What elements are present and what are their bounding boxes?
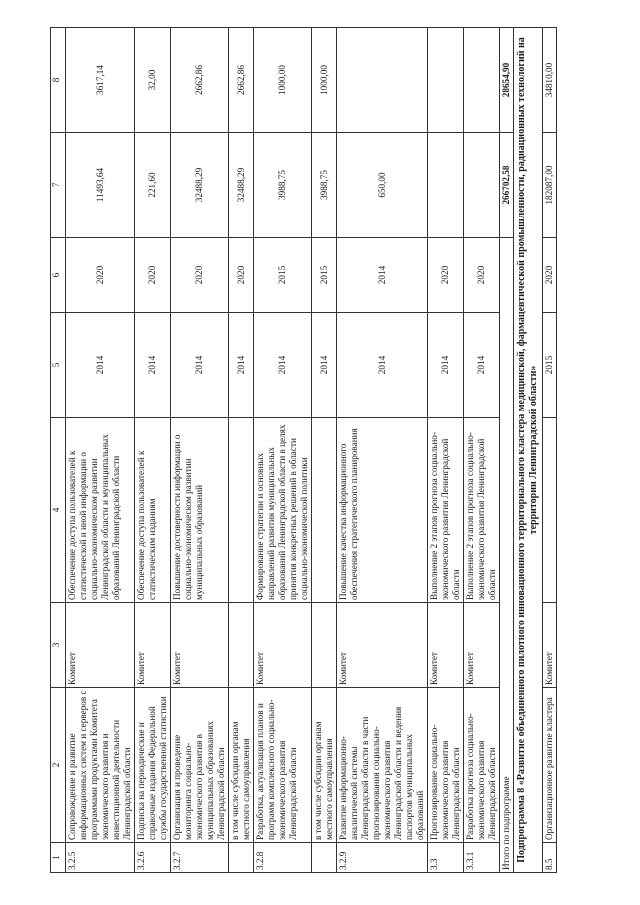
cell-v8 (337, 28, 428, 133)
subprogram-row (514, 28, 543, 873)
cell-v8: 3617,14 (66, 28, 135, 133)
cell-v8: 32,00 (135, 28, 171, 133)
cell-end: 2015 (254, 238, 312, 313)
cell-result: Выполнение 2 этапов прогноза социально-экономического развития Ленинградской области (428, 418, 464, 603)
cell-v7: 650,00 (337, 133, 428, 238)
table-body (66, 28, 557, 873)
cell-v8: 1000,00 (254, 28, 312, 133)
cell-v7: 32488,29 (171, 133, 229, 238)
col-3: 3 (51, 603, 66, 688)
table-row (254, 28, 312, 873)
cell-name: Организация и проведение мониторинга социально-экономического развития в муниципальных образованиях Ленинградской области (171, 688, 229, 843)
subprogram-title: Подпрограмма 8 «Развитие объединенного пилотного инновационного территориального кластера медицинской, фармацевтической промышленности, радиационных технологий на территории Ленинградской области» (514, 28, 543, 873)
cell-exec: Комитет (464, 603, 500, 688)
cell-name: Сопровождение и развитие информационных систем и серверов с программами продуктами Комитета экономического развития и инвестиционной деятельности Ленинградской области (66, 688, 135, 843)
table-row (66, 28, 135, 873)
cell-end: 2020 (428, 238, 464, 313)
cell-v7: 3988,75 (254, 133, 312, 238)
cell-v7: 3988,75 (312, 133, 337, 238)
cell-start: 2014 (337, 313, 428, 418)
cell-start: 2014 (171, 313, 229, 418)
table-row (171, 28, 229, 873)
cell-num (229, 843, 254, 873)
cell-exec: Комитет (66, 603, 135, 688)
cell-result: Обеспечение доступа пользователей к статистическим изданиям (135, 418, 171, 603)
cell-v8: 1000,00 (312, 28, 337, 133)
cell-result: Повышение качества информационного обеспечения стратегического планирования (337, 418, 428, 603)
cell-exec (229, 603, 254, 688)
cell-result: Обеспечение доступа пользователей к статистической и иной информации о социально-экономическом развитии Ленинградской области и муниципальных образований Ленинградской области (66, 418, 135, 603)
cell-v8 (464, 28, 500, 133)
cell-end: 2020 (229, 238, 254, 313)
cell-start: 2015 (543, 313, 557, 418)
cell-name: Подписка на периодические и справочные издания Федеральной службы государственной статистики (135, 688, 171, 843)
total-row (500, 28, 514, 873)
cell-exec: Комитет (337, 603, 428, 688)
cell-num: 3.2.7 (171, 843, 229, 873)
table-row (543, 28, 557, 873)
cell-name: Организационное развитие кластера (543, 688, 557, 843)
cell-exec: Комитет (428, 603, 464, 688)
cell-start: 2014 (229, 313, 254, 418)
table-row (337, 28, 428, 873)
cell-name: Развитие информационно-аналитической системы Ленинградской области в части прогнозирования социально-экономического развития Ленинградской области и ведения паспортов муниципальных образований (337, 688, 428, 843)
cell-start: 2014 (312, 313, 337, 418)
col-6: 6 (51, 238, 66, 313)
cell-name: в том числе субсидии органам местного самоуправления (229, 688, 254, 843)
cell-result (543, 418, 557, 603)
table-row (135, 28, 171, 873)
cell-exec: Комитет (254, 603, 312, 688)
cell-v7: 11493,64 (66, 133, 135, 238)
col-1: 1 (51, 843, 66, 873)
total-label: Итого по подпрограмме (500, 238, 514, 873)
cell-name: Разработка, актуализация планов и программ комплексного социально-экономического развития Ленинградской области (254, 688, 312, 843)
cell-num: 3.2.8 (254, 843, 312, 873)
rotated-page (50, 28, 590, 873)
cell-result: Выполнение 2 этапов прогноза социально-экономического развития Ленинградской области (464, 418, 500, 603)
table-row (464, 28, 500, 873)
column-number-row (51, 28, 66, 873)
table-row (312, 28, 337, 873)
total-v7: 266702,58 (500, 133, 514, 238)
table-row (229, 28, 254, 873)
cell-end: 2014 (337, 238, 428, 313)
cell-num: 3.2.9 (337, 843, 428, 873)
cell-num: 8.5 (543, 843, 557, 873)
cell-start: 2014 (135, 313, 171, 418)
cell-result (312, 418, 337, 603)
cell-end: 2020 (171, 238, 229, 313)
program-table (50, 27, 557, 873)
col-7: 7 (51, 133, 66, 238)
cell-exec: Комитет (543, 603, 557, 688)
cell-result (229, 418, 254, 603)
cell-name: Разработка прогноза социально-экономического развития Ленинградской области (464, 688, 500, 843)
cell-v7 (428, 133, 464, 238)
cell-v8: 2662,86 (229, 28, 254, 133)
cell-exec (312, 603, 337, 688)
cell-exec: Комитет (135, 603, 171, 688)
cell-num: 3.2.6 (135, 843, 171, 873)
cell-name: Прогнозирование социально-экономического развития Ленинградской области (428, 688, 464, 843)
cell-result: Формирование стратегии и основных направлений развития муниципальных образований Ленинградской области в целях принятия конкретных решений в области социально-экономической политики (254, 418, 312, 603)
cell-v7: 221,60 (135, 133, 171, 238)
cell-name: в том числе субсидии органам местного самоуправления (312, 688, 337, 843)
col-8: 8 (51, 28, 66, 133)
cell-num: 3.2.5 (66, 843, 135, 873)
cell-v8: 34810,00 (543, 28, 557, 133)
col-2: 2 (51, 688, 66, 843)
cell-end: 2020 (464, 238, 500, 313)
cell-end: 2020 (543, 238, 557, 313)
table-row (428, 28, 464, 873)
cell-result: Повышение достоверности информации о социально-экономическом развитии муниципальных образований (171, 418, 229, 603)
cell-v8: 2662,86 (171, 28, 229, 133)
cell-v7 (464, 133, 500, 238)
cell-end: 2020 (135, 238, 171, 313)
cell-num: 3.3.1 (464, 843, 500, 873)
cell-end: 2015 (312, 238, 337, 313)
col-5: 5 (51, 313, 66, 418)
cell-start: 2014 (464, 313, 500, 418)
cell-start: 2014 (66, 313, 135, 418)
cell-start: 2014 (254, 313, 312, 418)
cell-num: 3.3 (428, 843, 464, 873)
total-v8: 28654,90 (500, 28, 514, 133)
cell-v8 (428, 28, 464, 133)
cell-exec: Комитет (171, 603, 229, 688)
cell-v7: 182087,00 (543, 133, 557, 238)
cell-end: 2020 (66, 238, 135, 313)
cell-v7: 32488,29 (229, 133, 254, 238)
cell-num (312, 843, 337, 873)
cell-start: 2014 (428, 313, 464, 418)
col-4: 4 (51, 418, 66, 603)
